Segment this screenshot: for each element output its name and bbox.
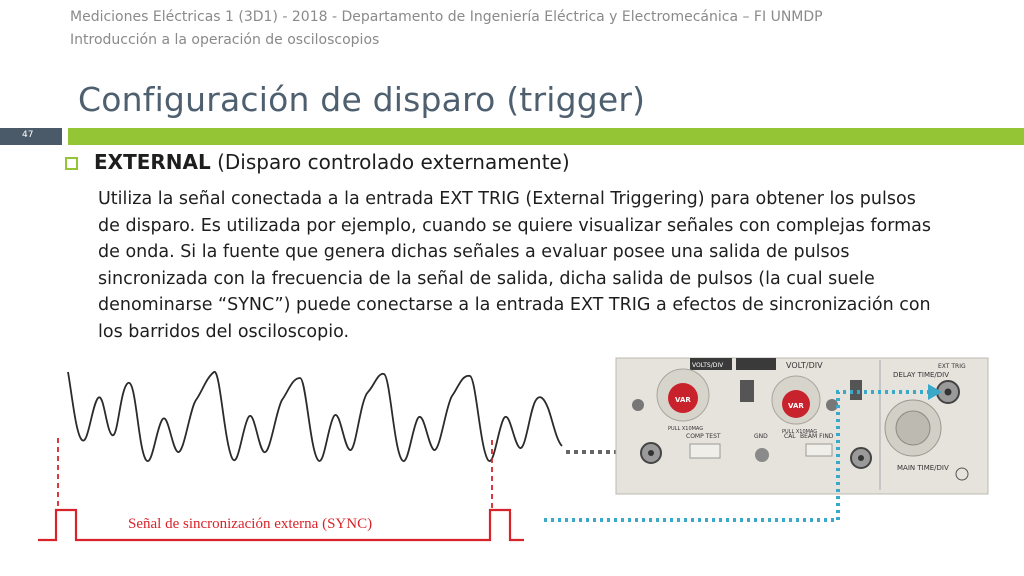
paragraph-line: los barridos del osciloscopio. [98, 321, 350, 342]
comp-test-label: COMP TEST [686, 433, 721, 440]
header-course-line: Mediciones Eléctricas 1 (3D1) - 2018 - Departamento de Ingeniería Eléctrica y Electromecánica – FI UNMDP [70, 9, 823, 25]
bullet-heading [94, 150, 570, 174]
oscilloscope-panel [616, 358, 988, 494]
gnd-terminal-icon [755, 448, 769, 462]
gnd-label: GND [754, 433, 768, 440]
header [70, 6, 823, 52]
beam-find-label: BEAM FIND [800, 433, 834, 440]
bullet-rest: (Disparo controlado externamente) [210, 150, 570, 174]
panel-volt-div-label: VOLT/DIV [786, 361, 823, 370]
paragraph-line: de disparo. Es utilizada por ejemplo, cuando se quiere visualizar señales con complejas formas [98, 215, 931, 236]
paragraph [98, 186, 1016, 345]
slide-title: Configuración de disparo (trigger) [78, 80, 646, 119]
pull-x10-left: PULL X10MAG [668, 426, 704, 432]
trigger-figure [0, 355, 1024, 576]
var-label-left: VAR [675, 396, 691, 404]
delay-time-label: DELAY TIME/DIV [893, 371, 950, 379]
switch-icon [740, 380, 754, 402]
sync-label: Señal de sincronización externa (SYNC) [128, 516, 373, 532]
title-underline-bar [68, 128, 1024, 145]
pull-x10-right: PULL X10MAG [782, 429, 818, 435]
cal-label: CAL [784, 433, 796, 440]
bullet-square-icon [65, 157, 78, 170]
ext-trig-label: EXT TRIG [938, 363, 966, 370]
external-signal-waveform [68, 372, 562, 461]
main-time-label: MAIN TIME/DIV [897, 464, 949, 472]
paragraph-line: denominarse “SYNC”) puede conectarse a la entrada EXT TRIG a efectos de sincronización con [98, 295, 931, 315]
main-time-knob-icon [896, 411, 930, 445]
comp-test-button [690, 444, 720, 458]
paragraph-line: Utiliza la señal conectada a la entrada EXT TRIG (External Triggering) para obtener los pulsos [98, 189, 916, 209]
slide-number: 47 [22, 130, 34, 140]
beam-find-button [806, 444, 832, 456]
sync-guide-lines [58, 438, 492, 510]
header-topic-line: Introducción a la operación de osciloscopios [70, 32, 380, 48]
bullet-strong: EXTERNAL [94, 150, 211, 174]
paragraph-line: sincronizada con la frecuencia de la señal de salida, dicha salida de pulsos (la cual suele [98, 268, 875, 289]
paragraph-line: de onda. Si la fuente que genera dichas señales a evaluar posee una salida de pulsos [98, 242, 850, 262]
var-label-right: VAR [788, 402, 804, 410]
panel-volts-div-label: VOLTS/DIV [692, 362, 724, 369]
